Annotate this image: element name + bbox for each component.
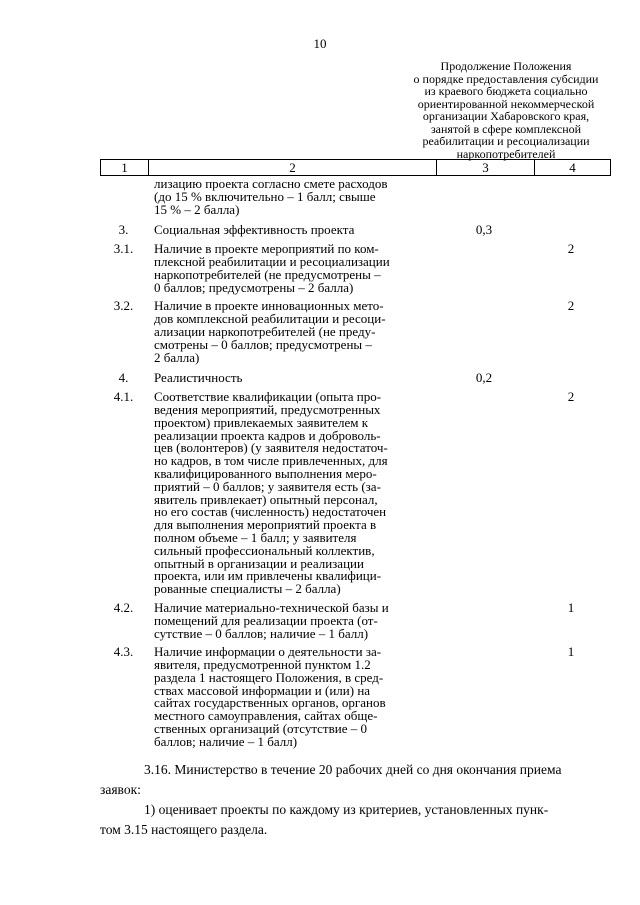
criterion-line: но его состав (численность) недостаточен (154, 504, 387, 520)
table-row (100, 599, 611, 641)
criterion-line: Социальная эффективность проекта (154, 222, 355, 238)
table-body (100, 178, 611, 749)
row-score: 2 (567, 241, 575, 257)
paragraph: 3.16. Министерство в течение 20 рабочих дней со дня окончания приема (144, 762, 562, 777)
table-row (100, 243, 611, 294)
row-score: 2 (567, 389, 575, 405)
criterion-line: Соответствие квалификации (опыта про- (154, 389, 382, 405)
row-number: 3.2. (113, 298, 134, 314)
criterion-line: дов комплексной реабилитации и ресоци- (154, 311, 386, 327)
criterion-line: раздела 1 настоящего Положения, в сред- (154, 669, 384, 685)
header-col-4: 4 (534, 160, 610, 175)
criterion-line: наркопотребителей (не предусмотрены – (154, 266, 381, 282)
criterion-line: ализации наркопотребителей (не преду- (154, 323, 376, 339)
row-number: 4.2. (113, 599, 134, 615)
table-row (100, 372, 611, 385)
row-criterion (147, 300, 435, 364)
criterion-line: явителя, предусмотренной пунктом 1.2 (154, 657, 371, 673)
paragraph: том 3.15 настоящего раздела. (100, 822, 268, 837)
row-weight: 0,3 (475, 222, 493, 238)
row-number: 4. (118, 370, 129, 386)
criterion-line: сайтах государственных органов, органов (154, 695, 386, 711)
criterion-line: но кадров, в том числе привлеченных, для (154, 453, 388, 469)
continuation-line: о порядке предоставления субсидии (413, 71, 599, 86)
criterion-line: ствах массовой информации и (или) на (154, 682, 371, 698)
row-weight (435, 602, 533, 640)
continuation-line: ориентированной некоммерческой (417, 96, 595, 111)
criterion-line: помещений для реализации проекта (от- (154, 612, 378, 628)
row-score (533, 178, 609, 216)
row-weight (435, 300, 533, 364)
criterion-line: явитель привлекает) опытный персонал, (154, 491, 378, 507)
criterion-line: приятий – 0 баллов; у заявителя есть (за- (154, 478, 381, 494)
row-number (100, 178, 147, 216)
body-text (100, 760, 611, 840)
header-col-2: 2 (148, 160, 436, 175)
table-header (100, 159, 611, 176)
criterion-line: ведения мероприятий, предусмотренных (154, 401, 381, 417)
continuation-line: организации Хабаровского края, (422, 109, 590, 123)
criteria-table (100, 159, 611, 753)
continuation-line: занятой в сфере комплексной (430, 121, 582, 136)
continuation-line: из краевого бюджета социально (424, 84, 588, 98)
row-score: 2 (567, 298, 575, 314)
header-col-3: 3 (436, 160, 534, 175)
page-number: 10 (313, 36, 327, 51)
row-weight (435, 178, 533, 216)
criterion-line: ственных организаций (отсутствие – 0 (154, 721, 367, 737)
continuation-line: Продолжение Положения (440, 59, 572, 73)
row-weight (435, 391, 533, 596)
criterion-line: для выполнения мероприятий проекта в (154, 517, 377, 533)
table-row (100, 300, 611, 364)
criterion-line: проектом) привлекаемых заявителем к (154, 414, 369, 430)
criterion-line: 2 балла) (154, 349, 200, 365)
criterion-line: лизацию проекта согласно смете расходов (154, 176, 388, 191)
criterion-line: цев (волонтеров) (у заявителя недостаточ- (154, 440, 388, 456)
row-criterion (147, 243, 435, 294)
criterion-line: плексной реабилитации и ресоциализации (154, 253, 390, 269)
criterion-line: квалифицированного выполнения меро- (154, 465, 377, 481)
row-score: 1 (567, 644, 575, 660)
criterion-line: 15 % – 2 балла) (154, 201, 240, 217)
row-criterion (147, 599, 435, 641)
criterion-line: реализации проекта кадров и доброволь- (154, 427, 381, 443)
row-weight (435, 243, 533, 294)
row-weight: 0,2 (475, 370, 493, 386)
continuation-header (395, 60, 617, 160)
criterion-line: рованные специалисты – 2 балла) (154, 581, 341, 597)
paragraph: 1) оценивает проекты по каждому из критериев, установленных пунк- (144, 802, 549, 817)
row-score (533, 372, 609, 385)
criterion-line: проекта, или им привлечены квалифици- (154, 568, 382, 584)
continuation-line: реабилитации и ресоциализации (422, 134, 590, 148)
criterion-line: Наличие информации о деятельности за- (154, 644, 382, 660)
criterion-line: опытный в организации и реализации (154, 555, 364, 571)
continuation-line: наркопотребителей (456, 146, 556, 161)
paragraph: заявок: (100, 782, 141, 797)
criterion-line: Реалистичность (154, 370, 243, 386)
table-row (100, 391, 611, 596)
table-row (100, 224, 611, 237)
criterion-line: (до 15 % включительно – 1 балл; свыше (154, 188, 376, 204)
row-criterion (147, 178, 435, 216)
row-number: 4.3. (113, 644, 134, 660)
header-col-1: 1 (121, 160, 128, 175)
row-score (533, 224, 609, 237)
criterion-line: полном объеме – 1 балл; у заявителя (154, 529, 357, 545)
criterion-line: Наличие в проекте мероприятий по ком- (154, 241, 379, 257)
row-criterion (147, 224, 435, 237)
table-row (100, 646, 611, 748)
criterion-line: местного самоуправления, сайтах обще- (154, 708, 378, 724)
criterion-line: Наличие в проекте инновационных мето- (154, 298, 384, 314)
criterion-line: сильный профессиональный коллектив, (154, 542, 375, 558)
row-criterion (147, 372, 435, 385)
criterion-line: баллов; наличие – 1 балл) (154, 733, 298, 749)
row-number: 4.1. (113, 389, 134, 405)
row-number: 3.1. (113, 241, 134, 257)
row-criterion (147, 646, 435, 748)
row-criterion (147, 391, 435, 596)
row-weight (435, 646, 533, 748)
criterion-line: 0 баллов; предусмотрены – 2 балла) (154, 279, 354, 295)
criterion-line: смотрены – 0 баллов; предусмотрены – (154, 336, 372, 352)
criterion-line: сутствие – 0 баллов; наличие – 1 балл) (154, 625, 369, 641)
table-row (100, 178, 611, 216)
row-score: 1 (567, 599, 575, 615)
row-number: 3. (118, 222, 129, 238)
criterion-line: Наличие материально-технической базы и (154, 599, 389, 615)
